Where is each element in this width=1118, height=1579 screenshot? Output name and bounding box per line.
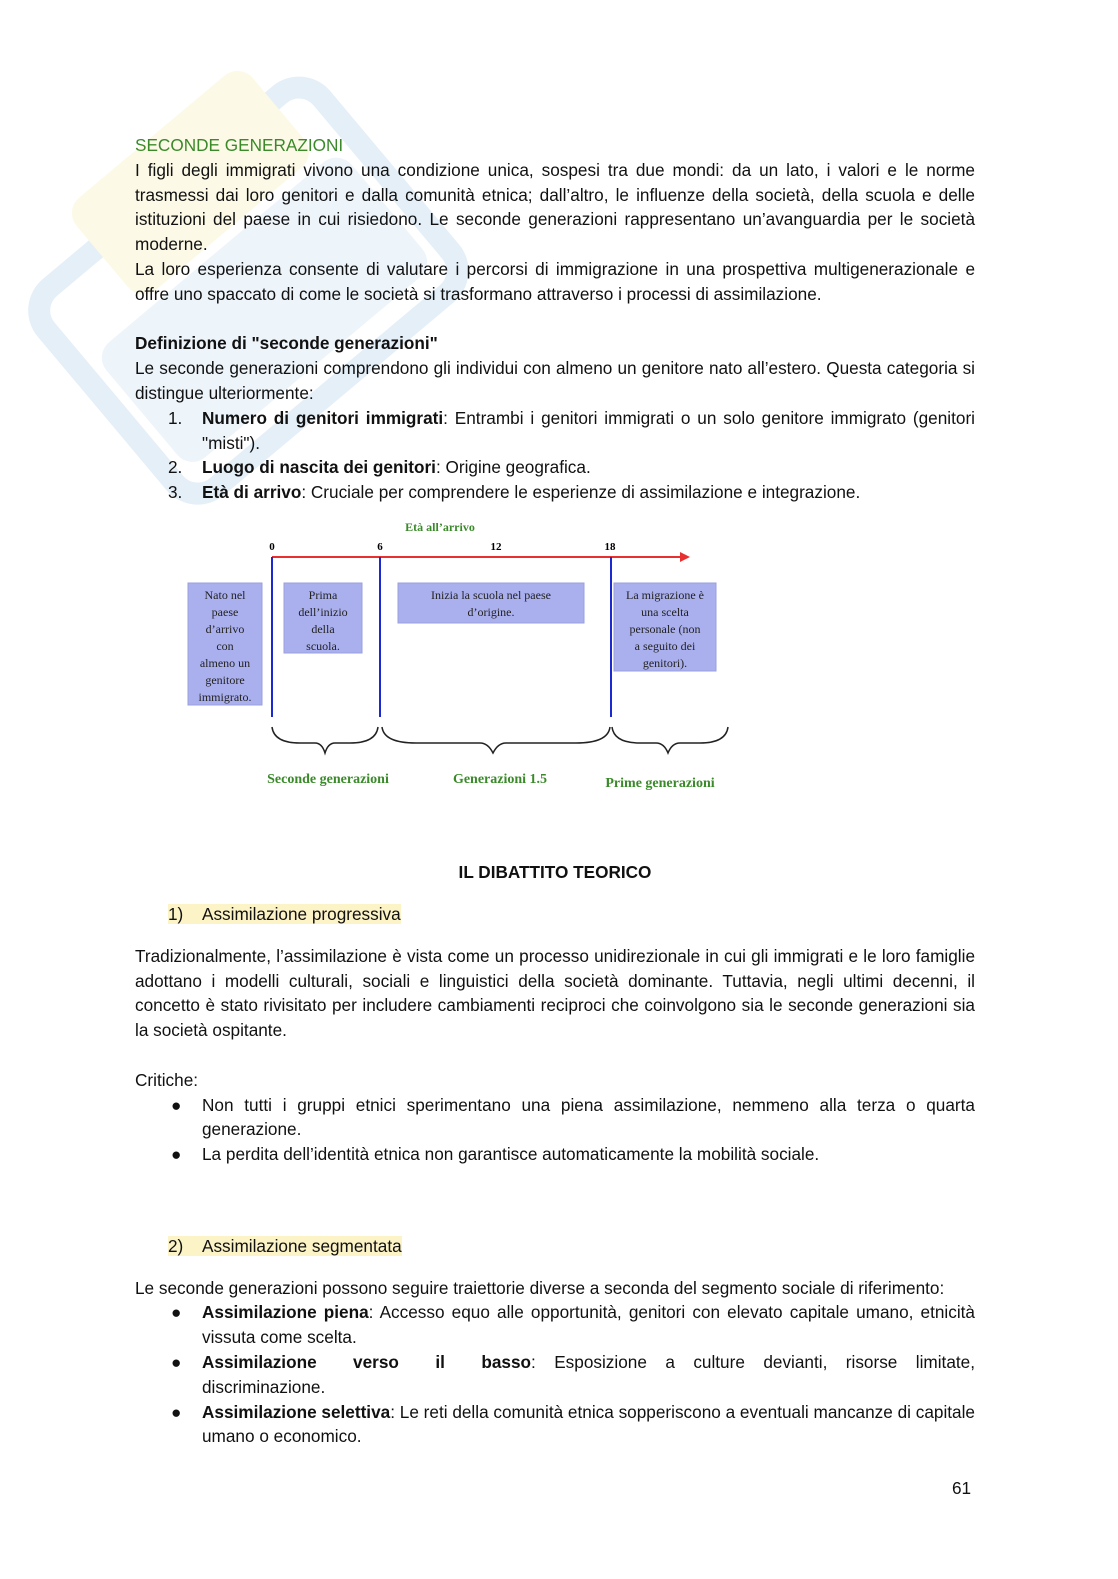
list-text: : Entrambi i genitori immigrati o un solo genitore immigrato (genitori "misti"). xyxy=(202,407,975,453)
definition-heading: Definizione di "seconde generazioni" xyxy=(135,333,438,354)
bullet-icon: ● xyxy=(171,1302,182,1323)
box-text: Prima xyxy=(308,587,338,602)
list-text: : Le reti della comunità etnica sopperiscono a eventuali mancanze di capitale umano o economico. xyxy=(202,1401,975,1447)
box-text: a seguito dei xyxy=(634,638,696,653)
bullet-icon: ● xyxy=(171,1144,182,1165)
diagram-svg xyxy=(180,517,740,807)
paragraph: Le seconde generazioni possono seguire traiettorie diverse a seconda del segmento sociale di riferimento: xyxy=(135,1277,945,1298)
list-term: Età di arrivo xyxy=(202,482,302,503)
list-number: 1. xyxy=(168,407,183,428)
list-text: Non tutti i gruppi etnici sperimentano una piena assimilazione, nemmeno alla terza o quarta generazione. xyxy=(202,1094,975,1140)
list-number: 2. xyxy=(168,457,183,478)
list-term: Numero di genitori immigrati xyxy=(202,407,444,428)
bullet-icon: ● xyxy=(171,1094,182,1115)
axis-title: Età all’arrivo xyxy=(405,519,475,534)
debate-title: IL DIBATTITO TEORICO xyxy=(458,861,652,882)
subsection-heading xyxy=(135,1234,975,1259)
list-item xyxy=(135,1350,975,1400)
box-text: Inizia la scuola nel paese xyxy=(431,587,551,602)
bullet-icon: ● xyxy=(171,1352,182,1373)
list-item xyxy=(135,455,975,480)
label-seconde: Seconde generazioni xyxy=(267,771,389,787)
list-text: : Accesso equo alle opportunità, genitori con elevato capitale umano, etnicità vissuta come scelta. xyxy=(202,1302,975,1348)
box-text: La migrazione è xyxy=(626,587,704,602)
list-number: 3. xyxy=(168,482,183,503)
tick-label: 0 xyxy=(269,540,275,553)
list-item xyxy=(135,480,975,505)
tick-label: 18 xyxy=(604,540,616,553)
list-text: La perdita dell’identità etnica non garantisce automaticamente la mobilità sociale. xyxy=(202,1144,820,1165)
box-text: dell’inizio xyxy=(298,604,348,619)
box-text: d’arrivo xyxy=(205,621,245,636)
paragraph: La loro esperienza consente di valutare i percorsi di immigrazione in una prospettiva multigenerazionale e offre uno spaccato di come le società si trasformano attraverso i processi di assimilazione. xyxy=(135,258,975,304)
subsection-number: 2) xyxy=(168,1235,184,1256)
list-term: Assimilazione piena xyxy=(202,1302,369,1323)
list-text: : Cruciale per comprendere le esperienze di assimilazione e integrazione. xyxy=(301,482,861,503)
list-item xyxy=(135,1142,975,1167)
subsection-number: 1) xyxy=(168,903,184,924)
label-prime: Prime generazioni xyxy=(605,775,715,791)
box-text: con xyxy=(216,638,234,653)
brace-icon xyxy=(612,727,728,753)
age-arrival-diagram xyxy=(135,505,975,835)
segmented-list xyxy=(135,1300,975,1449)
tick-label: 6 xyxy=(377,540,383,553)
page-content xyxy=(135,133,975,1449)
bullet-icon: ● xyxy=(171,1401,182,1422)
list-item xyxy=(135,1093,975,1143)
list-item xyxy=(135,1300,975,1350)
critics-list xyxy=(135,1093,975,1167)
label-generazioni-1-5: Generazioni 1.5 xyxy=(452,771,548,787)
box-text: personale (non xyxy=(629,621,701,636)
list-term: Luogo di nascita dei genitori xyxy=(202,457,436,478)
box-text: della xyxy=(311,621,335,636)
subsection-title: Assimilazione progressiva xyxy=(202,903,401,924)
box-text: scuola. xyxy=(306,638,340,653)
brace-icon xyxy=(272,727,378,753)
box-text: immigrato. xyxy=(198,689,252,704)
list-term: Assimilazione verso il basso xyxy=(202,1352,532,1373)
box-text: una scelta xyxy=(641,604,689,619)
box-text: genitore xyxy=(205,672,245,687)
list-text: : Esposizione a culture devianti, risorse limitate, discriminazione. xyxy=(202,1352,975,1397)
page-number: 61 xyxy=(952,1478,972,1498)
list-term: Assimilazione selettiva xyxy=(202,1401,391,1422)
definition-list xyxy=(135,406,975,505)
box-text: genitori). xyxy=(642,655,688,670)
box-text: d’origine. xyxy=(467,604,515,619)
tick-label: 12 xyxy=(490,540,502,553)
list-item xyxy=(135,406,975,456)
box-text: Nato nel xyxy=(204,587,246,602)
section-title: SECONDE GENERAZIONI xyxy=(135,135,344,155)
box-text: almeno un xyxy=(199,655,251,670)
box-text: paese xyxy=(211,604,239,619)
paragraph: Le seconde generazioni comprendono gli individui con almeno un genitore nato all’estero. Questa categoria si distingue ulteriormente: xyxy=(135,358,975,403)
paragraph: I figli degli immigrati vivono una condizione unica, sospesi tra due mondi: da un lato, i valori e le norme trasmessi dai loro genitori e dalla comunità etnica; dall’altro, le influenze della società, della scuola e delle istituzioni del paese in cui risiedono. Le seconde generazioni rappresentano un’avanguardia per le società moderne. xyxy=(135,159,975,255)
paragraph: Tradizionalmente, l’assimilazione è vista come un processo unidirezionale in cui gli immigrati e le loro famiglie adottano i modelli culturali, sociali e linguistici della società dominante. Tuttavia, negli ultimi decenni, il concetto è stato rivisitato per includere cambiamenti reciproci che coinvolgono sia le seconde generazioni sia la società ospitante. xyxy=(135,945,975,1041)
list-item xyxy=(135,1400,975,1450)
subsection-title: Assimilazione segmentata xyxy=(202,1235,402,1256)
critics-label: Critiche: xyxy=(135,1069,199,1090)
brace-icon xyxy=(382,727,610,753)
subsection-heading xyxy=(135,902,975,927)
list-text: : Origine geografica. xyxy=(435,457,591,478)
axis-arrowhead-icon xyxy=(680,552,690,562)
